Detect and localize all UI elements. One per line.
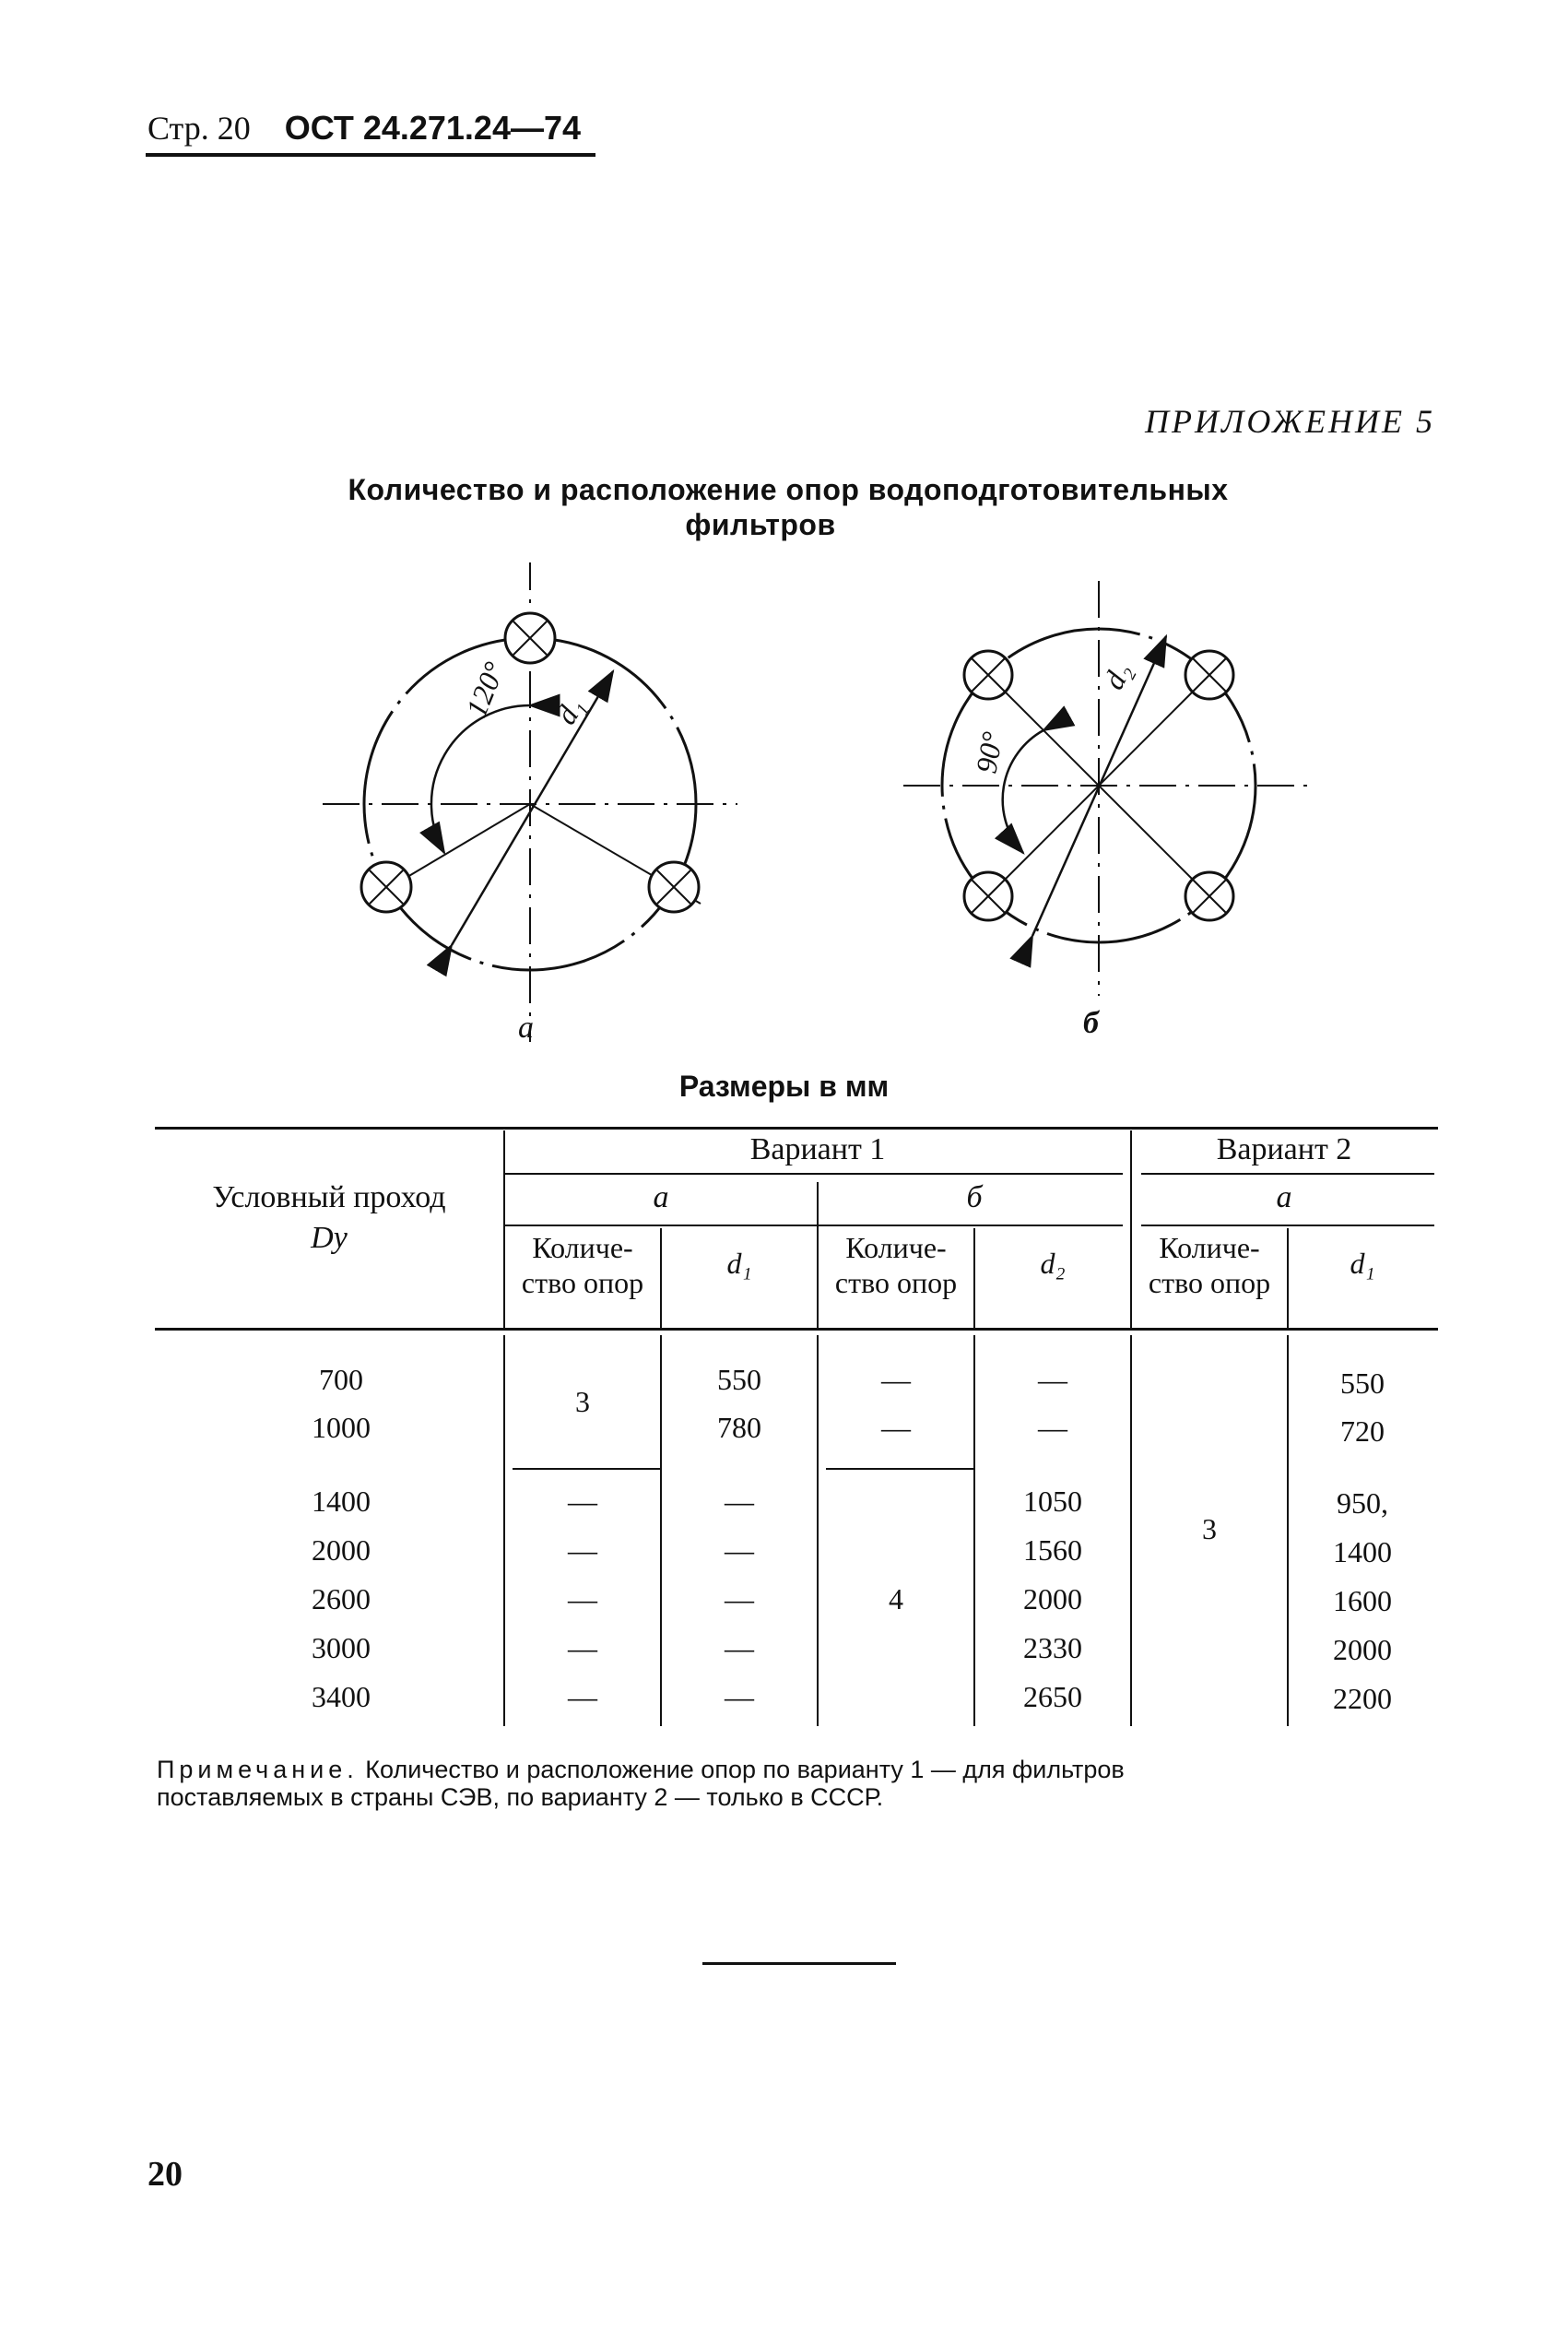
figure-a-three-supports [323,562,737,1042]
d2-header-v1b: d₂ [1040,1247,1066,1280]
v1a-qty-cell: — [568,1582,597,1615]
table-note [157,1756,1429,1811]
subheader-a-variant2: а [1276,1180,1292,1214]
v1a-d1-cell: — [725,1582,754,1615]
figure-label-b: б [1083,1006,1099,1040]
v1b-d2-cell: — [1038,1363,1067,1396]
v2a-d1-cell: 720 [1340,1414,1385,1448]
v1b-d2-cell: — [1038,1411,1067,1444]
v1a-qty-merged: 3 [575,1385,590,1418]
v1b-qty-cell: — [881,1363,911,1396]
page-header [147,109,581,148]
v2a-d1-cell: 1600 [1333,1584,1392,1617]
v1b-d2-cell: 1050 [1023,1485,1082,1518]
angle-label-a: 120° [459,657,512,722]
qty-header-v1a: Количе- ство опор [521,1231,644,1299]
nominal-cell: 3000 [312,1631,371,1664]
v2a-d1-cell: 550 [1340,1367,1385,1400]
v1b-d2-cell: 2000 [1023,1582,1082,1615]
title-line-2: фильтров [685,508,836,541]
end-divider [702,1962,896,1965]
v2a-d1-cell: 2000 [1333,1633,1392,1666]
appendix-label: ПРИЛОЖЕНИЕ 5 [1145,403,1435,440]
v1a-qty-cell: — [568,1680,597,1713]
figure-label-a: а [518,1011,534,1045]
note-label: Примечание. [157,1756,359,1783]
col-nominal-bore-header: Условный проход Dу [212,1180,446,1255]
v2a-d1-cell: 1400 [1333,1535,1392,1568]
v1a-d1-cell: — [725,1680,754,1713]
v1a-d1-cell: — [725,1485,754,1518]
v2a-d1-cell: 950, [1337,1486,1388,1520]
variant-1-header: Вариант 1 [749,1132,886,1166]
v1a-qty-cell: — [568,1631,597,1664]
page-label: Стр. 20 [147,110,251,147]
v1a-d1-cell: — [725,1631,754,1664]
angle-label-b: 90° [969,728,1009,776]
v1a-qty-cell: — [568,1485,597,1518]
v2a-qty-merged: 3 [1202,1512,1217,1545]
v1b-qty-merged: 4 [889,1582,903,1615]
v1a-qty-cell: — [568,1533,597,1567]
title-line-1: Количество и расположение опор водоподготовительных [348,473,1229,506]
variant-2-header: Вариант 2 [1216,1132,1352,1166]
page-number: 20 [147,2155,183,2194]
v1a-d1-cell: — [725,1533,754,1567]
v1b-d2-cell: 2650 [1023,1680,1082,1713]
nominal-cell: 700 [319,1363,363,1396]
note-text-1: Количество и расположение опор по варианту 1 — для фильтров [365,1756,1125,1783]
header-underline [146,153,595,157]
diameter-label-b: d₂ [1096,657,1138,695]
nominal-cell: 2000 [312,1533,371,1567]
note-text-2: поставляемых в страны СЭВ, по варианту 2 — только в СССР. [157,1783,884,1811]
diameter-label-a: d₁ [548,691,591,730]
units-caption: Размеры в мм [678,1070,890,1103]
qty-header-v2a: Количе- ство опор [1148,1231,1271,1299]
support-layout-figures [295,562,1327,1060]
v1b-qty-cell: — [881,1411,911,1444]
subheader-a: а [653,1180,669,1214]
nominal-cell: 1000 [312,1411,371,1444]
page-title [304,472,1272,542]
nominal-cell: 1400 [312,1485,371,1518]
v2a-d1-cell: 2200 [1333,1682,1392,1715]
v1b-d2-cell: 1560 [1023,1533,1082,1567]
v1a-d1-cell: 550 [717,1363,761,1396]
qty-header-v1b: Количе- ство опор [834,1231,958,1299]
d1-header-v1a: d₁ [726,1247,752,1280]
v1b-d2-cell: 2330 [1023,1631,1082,1664]
standard-number: ОСТ 24.271.24—74 [284,109,582,147]
v1a-d1-cell: 780 [717,1411,761,1444]
d1-header-v2a: d₁ [1350,1247,1375,1280]
nominal-cell: 3400 [312,1680,371,1713]
subheader-b: б [966,1180,983,1214]
figure-b-four-supports [903,581,1309,996]
nominal-cell: 2600 [312,1582,371,1615]
